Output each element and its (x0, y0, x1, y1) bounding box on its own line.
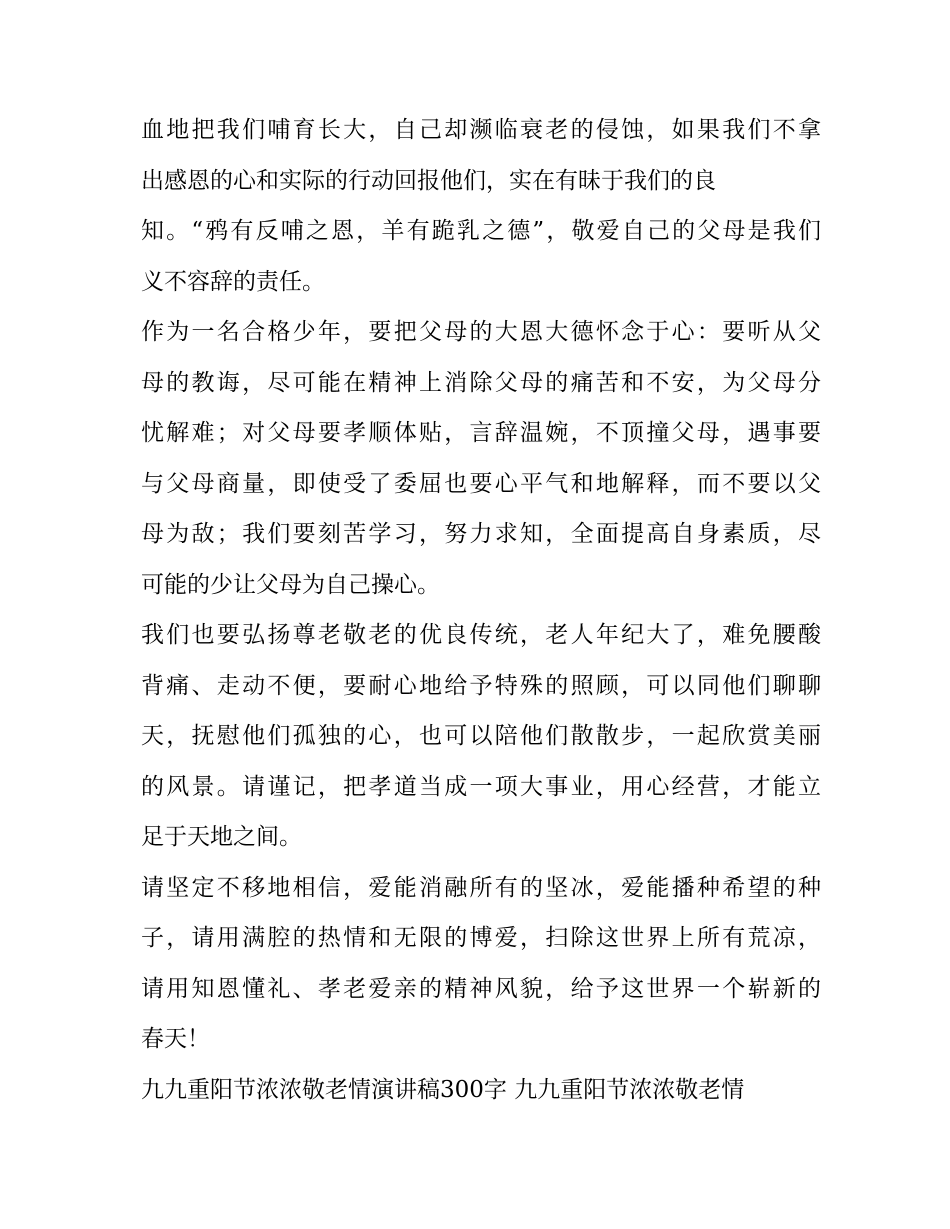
text-line: 母为敌；我们要刻苦学习，努力求知，全面提高自身素质，尽 (141, 521, 821, 547)
text-line: 知。“鸦有反哺之恩，羊有跪乳之德”，敬爱自己的父母是我们 (141, 218, 821, 244)
text-line: 背痛、走动不便，要耐心地给予特殊的照顾，可以同他们聊聊 (141, 672, 821, 699)
document-body (141, 111, 821, 1121)
text-line: 作为一名合格少年，要把父母的大恩大德怀念于心：要听从父 (141, 319, 821, 345)
text-line: 足于天地之间。 (141, 824, 302, 850)
text-line: 忧解难；对父母要孝顺体贴，言辞温婉，不顶撞父母，遇事要 (141, 420, 821, 446)
text-line: 请用知恩懂礼、孝老爱亲的精神风貌，给予这世界一个崭新的 (141, 975, 821, 1002)
text-line: 义不容辞的责任。 (141, 268, 325, 295)
text-line: 九九重阳节浓浓敬老情演讲稿300字 九九重阳节浓浓敬老情 (141, 1076, 745, 1103)
text-line: 子，请用满腔的热情和无限的博爱，扫除这世界上所有荒凉， (141, 925, 821, 951)
text-line: 与父母商量，即使受了委屈也要心平气和地解释，而不要以父 (141, 470, 821, 497)
text-line: 的风景。请谨记，把孝道当成一项大事业，用心经营，才能立 (141, 773, 821, 800)
text-line: 我们也要弘扬尊老敬老的优良传统，老人年纪大了，难免腰酸 (141, 622, 821, 648)
text-line: 春天！ (141, 1026, 210, 1052)
text-line: 天，抚慰他们孤独的心，也可以陪他们散散步，一起欣赏美丽 (141, 723, 821, 749)
text-line: 血地把我们哺育长大，自己却濒临衰老的侵蚀，如果我们不拿 (141, 117, 821, 143)
text-line: 出感恩的心和实际的行动回报他们，实在有昧于我们的良 (141, 167, 716, 194)
text-line: 母的教诲，尽可能在精神上消除父母的痛苦和不安，为父母分 (141, 369, 821, 396)
text-line: 请坚定不移地相信，爱能消融所有的坚冰，爱能播种希望的种 (141, 874, 821, 901)
text-line: 可能的少让父母为自己操心。 (141, 571, 440, 598)
